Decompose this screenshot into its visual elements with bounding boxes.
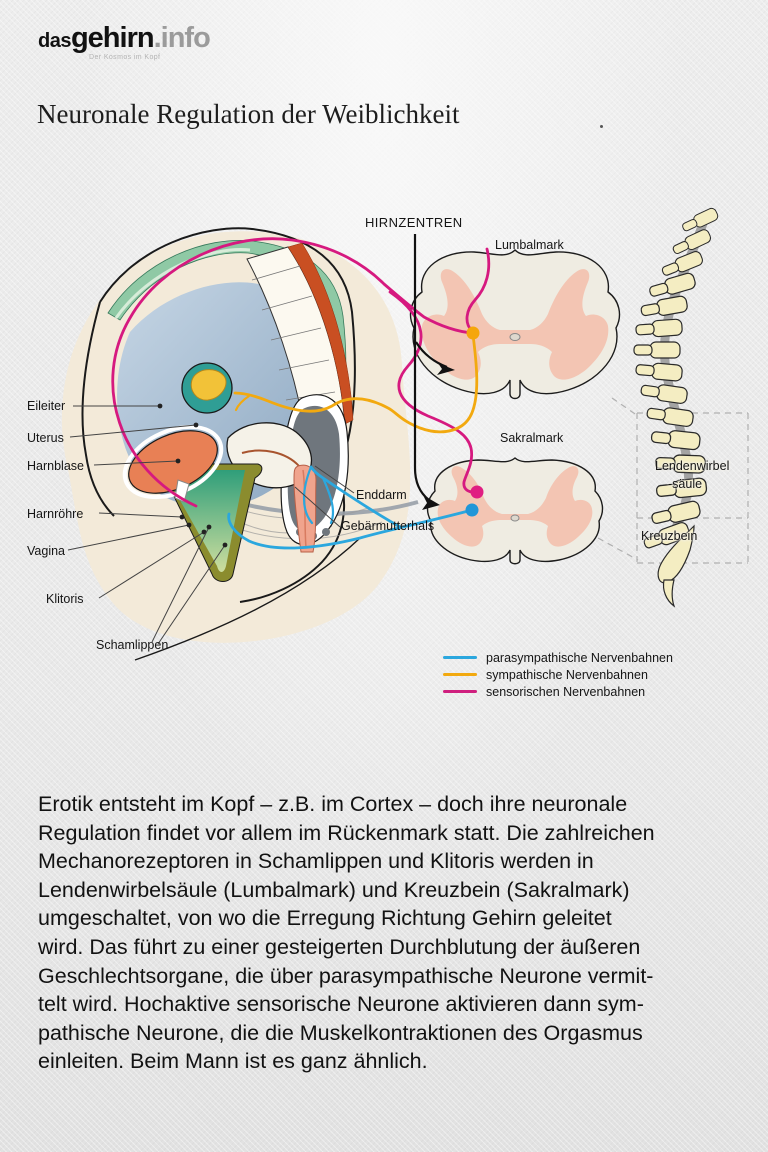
legend-label-sensory: sensorischen Nervenbahnen	[486, 684, 646, 699]
label-enddarm: Enddarm	[356, 488, 407, 502]
site-logo	[38, 24, 210, 61]
legend-row-sympathetic	[443, 666, 673, 683]
label-sakralmark: Sakralmark	[500, 431, 564, 445]
article-line: einleiten. Beim Mann ist es ganz ähnlich.	[38, 1049, 428, 1074]
sensory-line-swatch	[443, 690, 477, 693]
article-line: Lendenwirbelsäule (Lumbalmark) und Kreuzbein (Sakralmark)	[38, 877, 630, 902]
label-kreuzbein: Kreuzbein	[641, 529, 698, 543]
label-hirnzentren: HIRNZENTREN	[365, 215, 463, 230]
label-harnblase: Harnblase	[27, 459, 84, 473]
label-lumbalmark: Lumbalmark	[495, 238, 564, 252]
pelvis-illustration	[62, 228, 418, 660]
legend-row-parasympathetic	[443, 649, 673, 666]
logo-gehirn: gehirn	[70, 22, 154, 54]
title-dot	[600, 125, 603, 128]
sympathetic-line-swatch	[443, 673, 477, 676]
logo-wordmark	[38, 24, 210, 53]
logo-info: .info	[153, 22, 210, 54]
legend-row-sensory	[443, 683, 673, 700]
label-lendenwirbelsaeule-line1: Lendenwirbel	[655, 459, 730, 473]
label-uterus: Uterus	[27, 431, 64, 445]
article-line: wird. Das führt zu einer gesteigerten Durchblutung der äußeren	[38, 934, 641, 959]
logo-das: das	[38, 30, 71, 52]
nerve-legend	[443, 649, 673, 700]
article-line: Mechanorezeptoren in Schamlippen und Klitoris werden in	[38, 849, 594, 874]
sakralmark-section	[428, 458, 603, 564]
label-klitoris: Klitoris	[46, 592, 84, 606]
label-schamlippen: Schamlippen	[96, 638, 169, 652]
logo-tagline: Der Kosmos im Kopf	[89, 54, 161, 61]
article-line: pathische Neurone, die die Muskelkontraktionen des Orgasmus	[38, 1020, 643, 1045]
label-harnroehre: Harnröhre	[27, 507, 84, 521]
page-title: Neuronale Regulation der Weiblichkeit	[37, 99, 460, 129]
article-text	[38, 790, 655, 1076]
label-vagina: Vagina	[27, 544, 65, 558]
article-line: telt wird. Hochaktive sensorische Neurone aktivieren dann sym-	[38, 992, 644, 1017]
article-line: umgeschaltet, von wo die Erregung Richtung Gehirn geleitet	[38, 906, 612, 931]
article-line: Geschlechtsorgane, die über parasympathische Neurone vermit-	[38, 963, 654, 988]
sensory-synapse-dot	[471, 486, 484, 499]
sympathetic-synapse-dot	[467, 327, 480, 340]
label-eileiter: Eileiter	[27, 399, 66, 413]
article-line: Regulation findet vor allem im Rückenmark statt. Die zahlreichen	[38, 820, 655, 845]
label-gebaermutterhals: Gebärmutterhals	[341, 519, 435, 533]
parasympathetic-synapse-dot	[466, 504, 479, 517]
legend-label-sympathetic: sympathische Nervenbahnen	[486, 667, 648, 682]
article-line: Erotik entsteht im Kopf – z.B. im Cortex – doch ihre neuronale	[38, 792, 628, 816]
ovary	[182, 363, 232, 413]
parasympathetic-line-swatch	[443, 656, 477, 659]
label-lendenwirbelsaeule-line2: -säule	[668, 477, 703, 491]
legend-label-parasympathetic: parasympathische Nervenbahnen	[486, 650, 673, 665]
spine-illustration	[634, 207, 719, 606]
